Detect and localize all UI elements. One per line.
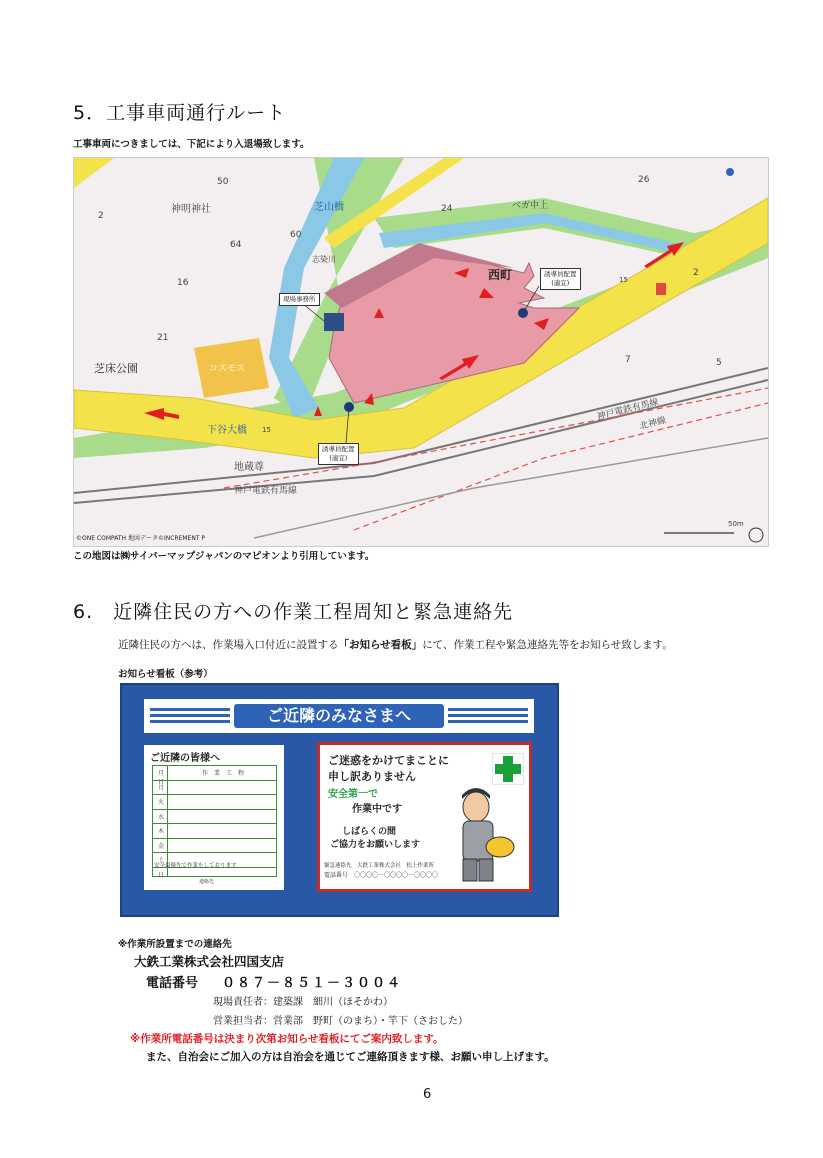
safety-line-1: 安全第一で xyxy=(328,789,378,800)
callout-guard-2: 誘導員配置 (適宜) xyxy=(318,443,359,465)
callout-guard-1: 誘導員配置 (適宜) xyxy=(540,268,581,290)
emergency-contact: 緊急連絡先 大鉄工業株式会社 松上作業所 xyxy=(324,863,435,869)
request-line-2: ご協力をお願いします xyxy=(330,840,421,850)
label-shigaku-river: 志染川 xyxy=(312,255,336,264)
safety-cross-icon xyxy=(492,753,524,785)
label-n2: 2 xyxy=(98,211,104,221)
label-cosmos: コスモス xyxy=(209,364,246,374)
label-n5: 5 xyxy=(716,358,722,368)
label-n2b: 2 xyxy=(693,268,699,278)
schedule-panel xyxy=(144,745,284,890)
label-arima-line-1: 神戸電鉄有馬線 xyxy=(234,486,298,496)
grid-day: 火 xyxy=(157,799,164,806)
grid-row xyxy=(153,839,276,854)
grid-day: 日 xyxy=(157,871,164,879)
notice-sign xyxy=(120,683,559,917)
label-hokushin-line: 北神線 xyxy=(638,415,668,433)
grid-header-month: 月日 xyxy=(157,770,164,786)
intro-post: にて、作業工程や緊急連絡先等をお知らせ致します。 xyxy=(422,639,673,651)
label-n7: 7 xyxy=(625,355,631,365)
route-map xyxy=(73,157,769,547)
grid-day: 月 xyxy=(157,784,164,792)
sign-banner xyxy=(144,699,534,733)
grid-row xyxy=(153,781,276,796)
request-line-1: しばらくの間 xyxy=(342,827,397,837)
callout-site-office: 現場事務所 xyxy=(279,293,320,306)
grid-day: 水 xyxy=(157,813,164,821)
poi-marker xyxy=(656,283,666,295)
apology-line-1: ご迷惑をかけてまことに xyxy=(328,754,449,767)
label-nishimachi: 西町 xyxy=(488,268,513,282)
intro-bold: 「お知らせ看板」 xyxy=(338,639,423,651)
page-number: 6 xyxy=(423,1087,432,1102)
site-office-marker xyxy=(324,313,344,331)
label-shibayama-bridge: 芝山橋 xyxy=(314,202,344,213)
road-corner xyxy=(74,158,114,188)
label-bega: ベガ中上 xyxy=(512,201,549,211)
section5-title: 5．工事車両通行ルート xyxy=(73,102,287,124)
banner-stripes-left xyxy=(150,708,230,724)
grid-header-work: 作 業 工 程 xyxy=(201,770,244,777)
label-shibatoko-park: 芝床公園 xyxy=(94,362,138,375)
label-scale: 50m xyxy=(728,520,744,528)
label-n50: 50 xyxy=(217,177,229,187)
grid-day: 土 xyxy=(157,857,164,864)
banner-text: ご近隣のみなさまへ xyxy=(234,704,444,728)
map-copyright: ©ONE COMPATH 地図データ©INCREMENT P xyxy=(76,535,206,542)
banner-stripes-right xyxy=(448,708,528,724)
contact-heading: ※作業所設置までの連絡先 xyxy=(118,939,232,950)
bowing-worker-icon xyxy=(448,785,523,885)
label-shimoya-bridge: 下谷大橋 xyxy=(207,425,247,436)
parking-icon xyxy=(726,168,734,176)
contact-company: 大鉄工業株式会社四国支店 xyxy=(134,954,285,969)
map-credit: この地図は㈱サイバーマップジャパンのマピオンより引用しています。 xyxy=(73,551,375,562)
grid-day: 木 xyxy=(157,828,164,835)
contact-phone-label: 電話番号 xyxy=(146,976,199,991)
map-graphics xyxy=(74,158,768,546)
contact-phone: ０８７－８５１－３００４ xyxy=(222,976,403,991)
intro-pre: 近隣住民の方へは、作業場入口付近に設置する xyxy=(118,639,339,651)
contact-notice: ※作業所電話番号は決まり次第お知らせ看板にてご案内致します。 xyxy=(130,1033,444,1045)
schedule-contact: 連絡先 xyxy=(199,879,215,885)
label-n26: 26 xyxy=(638,175,650,185)
grid-day: 金 xyxy=(157,842,164,850)
compass-icon xyxy=(749,528,763,542)
section5-intro: 工事車両につきましては、下記により入退場致します。 xyxy=(73,139,310,150)
emergency-phone: 電話番号 〇〇〇〇－〇〇〇〇－〇〇〇〇 xyxy=(324,872,439,879)
label-route-15: 15 xyxy=(619,276,628,284)
label-route-15b: 15 xyxy=(262,426,271,434)
grid-row xyxy=(153,868,276,882)
label-jinmei-shrine: 神明神社 xyxy=(171,204,211,215)
label-arima-line-2: 神戸電鉄有馬線 xyxy=(596,397,660,423)
apology-panel xyxy=(317,742,532,892)
grid-row xyxy=(153,810,276,825)
label-n60: 60 xyxy=(290,230,302,240)
grid-row xyxy=(153,795,276,810)
sign-caption: お知らせ看板（参考） xyxy=(118,669,213,680)
contact-closing: また、自治会にご加入の方は自治会を通じてご連絡頂きます様、お願い申し上げます。 xyxy=(146,1051,555,1063)
label-n16: 16 xyxy=(177,278,189,288)
contact-manager: 現場責任者：建築課 細川（ほそかわ） xyxy=(213,997,393,1008)
apology-line-2: 申し訳ありません xyxy=(328,770,416,783)
safety-line-2: 作業中です xyxy=(352,804,402,815)
label-jizo: 地蔵尊 xyxy=(234,462,264,473)
label-n64: 64 xyxy=(230,240,242,250)
grid-header xyxy=(153,766,276,786)
contact-sales: 営業担当者：営業部 野町（のまち）・竿下（さおした） xyxy=(213,1016,468,1027)
schedule-title: ご近隣の皆様へ xyxy=(150,753,220,764)
section6-intro xyxy=(118,637,673,652)
label-n24: 24 xyxy=(441,204,453,214)
label-n21: 21 xyxy=(157,333,169,343)
grid-row xyxy=(153,824,276,839)
schedule-footer: 安全最優先で作業をしております xyxy=(154,863,237,869)
section6-title: 6. 近隣住民の方への作業工程周知と緊急連絡先 xyxy=(73,601,514,623)
